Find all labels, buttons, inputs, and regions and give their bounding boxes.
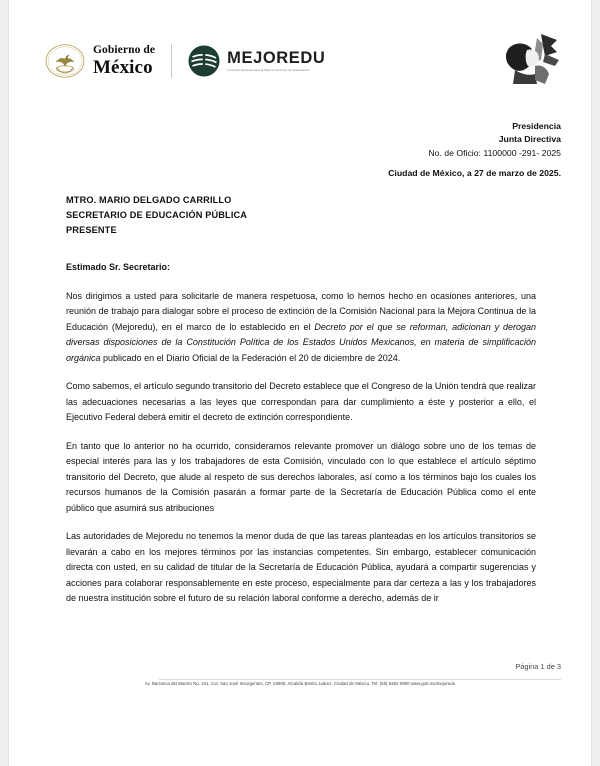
addressee-title: SECRETARIO DE EDUCACIÓN PÚBLICA (66, 209, 248, 220)
letter-paragraph (66, 439, 536, 516)
letter-paragraph (66, 289, 536, 366)
page-number: Página 1 de 3 (515, 662, 561, 671)
footer-divider (159, 679, 561, 680)
gobierno-wordmark (93, 45, 155, 77)
letter-paragraphs (66, 289, 536, 606)
vertical-divider-icon (171, 44, 172, 78)
letter-body (66, 262, 536, 619)
mejoredu-brand: MEJOREDU (227, 48, 326, 67)
mejoredu-tagline: Comisión Nacional para la Mejora Continua de la Educación (227, 68, 310, 73)
decree-title-italic: Decreto por el que se reforman, adicionan y derogan diversas disposiciones de la Constitución Política de los Estados Unidos Mexicanos, en materia de simplificación orgánica (66, 321, 536, 363)
document-meta (428, 120, 561, 160)
dateline: Ciudad de México, a 27 de marzo de 2025. (388, 168, 561, 178)
addressee-name: MTRO. MARIO DELGADO CARRILLO (66, 195, 232, 205)
gobierno-line2: México (93, 56, 153, 78)
mejoredu-logo-icon (188, 45, 220, 77)
paragraph-text: Nos dirigimos a usted para solicitarle de manera respetuosa, como lo hemos hecho en ocasiones anteriores, una reunión de trabajo para dialogar sobre el proceso de extinción de la Comisión Nacional para la Mejora Continua de la Educación (Mejoredu), en el marco de lo establecido en el (66, 291, 536, 332)
addressee-block (66, 193, 247, 238)
gobierno-de-mexico-logo (45, 44, 155, 78)
paragraph-text: Como sabemos, el artículo segundo transitorio del Decreto establece que el Congreso de la Unión tendrá que realizar las adecuaciones necesarias a las leyes que correspondan para dar cumplimiento a éste y posterior a ello, el Ejecutivo Federal deberá emitir el decreto de extinción correspondiente. (66, 381, 536, 423)
mejoredu-wordmark (227, 50, 325, 73)
meta-office: Presidencia (512, 121, 561, 131)
letter-paragraph (66, 379, 536, 425)
gobierno-line1: Gobierno de (93, 44, 156, 57)
addressee-attention: PRESENTE (66, 224, 117, 235)
paragraph-text: publicado en el Diario Oficial de la Federación el 20 de diciembre de 2024. (100, 352, 401, 363)
document-page (8, 0, 592, 766)
meta-document-number: No. de Oficio: 1100000 -291- 2025 (428, 147, 561, 158)
salutation: Estimado Sr. Secretario: (66, 262, 171, 272)
letter-paragraph (66, 529, 536, 606)
historic-flag-engraving-icon (501, 30, 563, 88)
mejoredu-logo (188, 45, 325, 77)
paragraph-text: Las autoridades de Mejoredu no tenemos la menor duda de que las tareas planteadas en los artículos transitorios se llevarán a cabo en los mejores términos por las instancias competentes. Sin embargo, establecer comunicación directa con usted, en su calidad de titular de la Secretaría de Educación Pública, ayudará a compartir sugerencias y acciones para colaborar responsablemente en este proceso, especialmente para dar certeza a las y los trabajadores de nuestra institución sobre el futuro de su relación laboral conforme a derecho, además de ir (66, 531, 536, 603)
meta-body: Junta Directiva (498, 134, 561, 145)
letterhead (45, 38, 325, 84)
mexican-eagle-seal-icon (45, 44, 85, 78)
footer-address: Av. Barranca del Muerto No. 341, Col. San José Insurgentes, CP. 03900, Alcaldía Benito Juárez, Ciudad de México. Tel: (55) 5482 0900 www.gob.mx/mejoredu (144, 681, 456, 686)
paragraph-text: En tanto que lo anterior no ha ocurrido, consideramos relevante promover un diálogo sobre uno de los temas de especial interés para las y los trabajadores de esta Comisión, vinculado con lo que establece el artículo séptimo transitorio del Decreto, que alude al respeto de sus derechos laborales, así como a los términos bajo los cuales los recursos humanos de la Comisión pasarán a formar parte de la Secretaría de Educación Pública como el ente público que asumirá sus atribuciones (66, 440, 536, 513)
